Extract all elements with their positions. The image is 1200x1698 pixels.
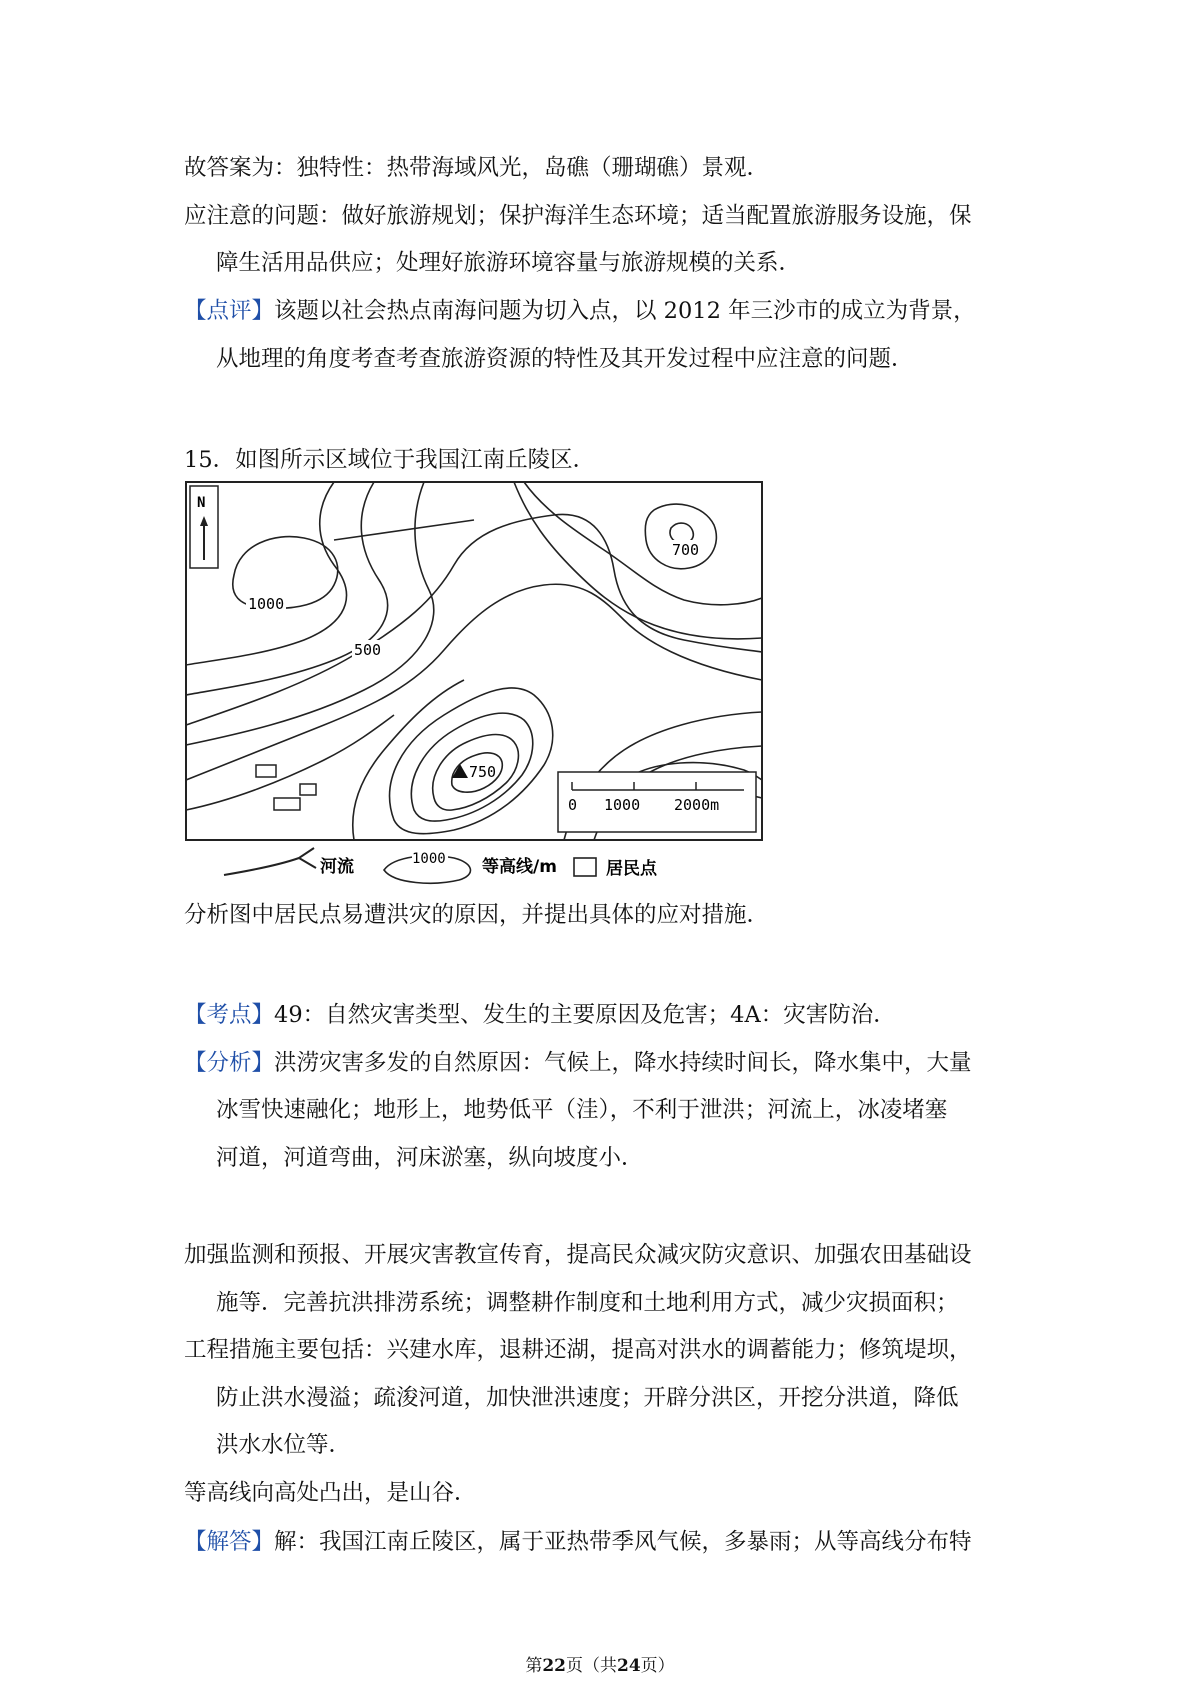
legend — [224, 848, 658, 883]
line-fenxi-2: 冰雪快速融化；地形上，地势低平（洼），不利于泄洪；河流上，冰凌堵塞 — [216, 1097, 948, 1123]
legend-settlement-icon — [574, 858, 596, 876]
peak-label: 750 — [469, 763, 497, 781]
line-comment-1 — [184, 296, 976, 326]
fenxi-text: 洪涝灾害多发的自然原因：气候上，降水持续时间长，降水集中，大量 — [274, 1050, 972, 1076]
line-measures-2: 施等．完善抗洪排涝系统；调整耕作制度和土地利用方式，减少灾损面积； — [216, 1290, 959, 1316]
line-measures-1: 加强监测和预报、开展灾害教宣传育，提高民众减灾防灾意识、加强农田基础设 — [184, 1242, 972, 1268]
scale-label-2000: 2000m — [674, 796, 720, 814]
legend-contour-value: 1000 — [412, 851, 446, 867]
footer-middle: 页（共 — [566, 1656, 617, 1676]
legend-contour-label: 等高线/m — [482, 857, 557, 877]
question-15-ask: 分析图中居民点易遭洪灾的原因，并提出具体的应对措施． — [184, 902, 770, 928]
fenxi-tag: 【分析】 — [184, 1050, 275, 1076]
footer-total-pages: 24 — [617, 1656, 641, 1676]
scale-box — [558, 772, 756, 832]
line-jieda — [184, 1527, 972, 1557]
settlement-3 — [274, 798, 300, 810]
footer-page-number: 22 — [542, 1656, 566, 1676]
line-engineering-2: 防止洪水漫溢；疏浚河道，加快泄洪速度；开辟分洪区，开挖分洪道，降低 — [216, 1385, 959, 1411]
kaodian-text: 49：自然灾害类型、发生的主要原因及危害；4A：灾害防治． — [274, 1002, 896, 1028]
footer-prefix: 第 — [525, 1656, 543, 1676]
legend-settlement-label: 居民点 — [606, 859, 657, 879]
settlement-2 — [300, 784, 316, 795]
line-notes-2: 障生活用品供应；处理好旅游环境容量与旅游规模的关系． — [216, 250, 802, 276]
contour-label-1000: 1000 — [248, 595, 285, 613]
scale-label-1000: 1000 — [604, 796, 641, 814]
footer-suffix: 页） — [640, 1656, 675, 1676]
jieda-text: 解：我国江南丘陵区，属于亚热带季风气候，多暴雨；从等高线分布特 — [274, 1529, 972, 1555]
comment-text: 该题以社会热点南海问题为切入点，以 2012 年三沙市的成立为背景， — [274, 298, 976, 324]
line-answer: 故答案为：独特性：热带海域风光，岛礁（珊瑚礁）景观． — [184, 155, 770, 181]
line-notes-1: 应注意的问题：做好旅游规划；保护海洋生态环境；适当配置旅游服务设施，保 — [184, 203, 972, 229]
scale-label-0: 0 — [568, 796, 578, 814]
contour-label-700: 700 — [672, 541, 700, 559]
line-fenxi-3: 河道，河道弯曲，河床淤塞，纵向坡度小． — [216, 1145, 644, 1171]
comment-tag: 【点评】 — [184, 298, 275, 324]
line-engineering-1: 工程措施主要包括：兴建水库，退耕还湖，提高对洪水的调蓄能力；修筑堤坝， — [184, 1337, 972, 1363]
page-footer — [0, 1655, 1200, 1677]
settlement-1 — [256, 765, 276, 777]
jieda-tag: 【解答】 — [184, 1529, 275, 1555]
kaodian-tag: 【考点】 — [184, 1002, 275, 1028]
contour-map-figure — [184, 480, 764, 890]
line-engineering-3: 洪水水位等． — [216, 1432, 352, 1458]
line-valley: 等高线向高处凸出，是山谷． — [184, 1480, 477, 1506]
legend-river-label: 河流 — [320, 857, 354, 877]
line-comment-2: 从地理的角度考查考查旅游资源的特性及其开发过程中应注意的问题． — [216, 346, 914, 372]
north-label: N — [197, 495, 206, 511]
legend-river-icon — [224, 848, 316, 875]
question-15: 15．如图所示区域位于我国江南丘陵区． — [184, 447, 596, 473]
line-kaodian — [184, 1000, 896, 1030]
contour-label-500: 500 — [354, 641, 382, 659]
line-fenxi-1 — [184, 1048, 972, 1078]
contour-map — [184, 480, 764, 890]
